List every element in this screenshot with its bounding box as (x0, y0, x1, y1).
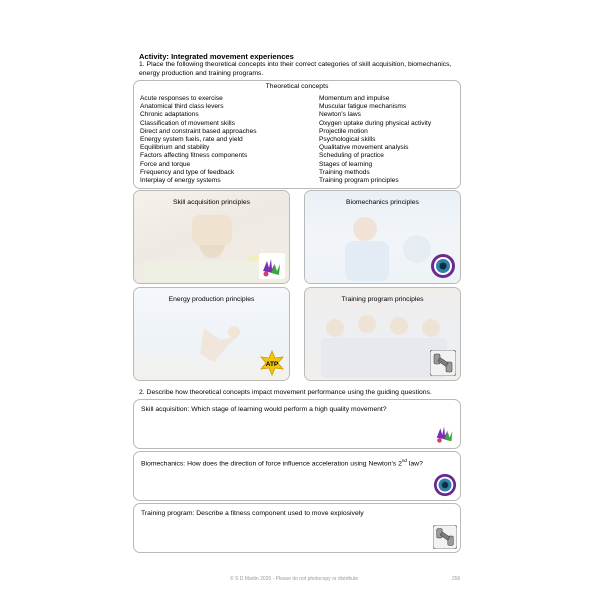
concept-item: Acute responses to exercise (140, 95, 223, 102)
skill-acquisition-question: Skill acquisition: Which stage of learning would perform a high quality movement? (141, 406, 387, 413)
biomechanics-answer-box[interactable] (133, 451, 461, 501)
dumbbell-icon (430, 350, 456, 376)
skill-acquisition-title: Skill acquisition principles (172, 199, 251, 206)
concept-item: Muscular fatigue mechanisms (319, 103, 407, 111)
concept-item: Factors affecting fitness components (140, 152, 248, 160)
eye-target-icon (430, 253, 456, 279)
concept-item: Psychological skills (319, 136, 376, 144)
concept-item: Projectile motion (319, 127, 368, 135)
dumbbell-icon (433, 525, 457, 549)
training-program-question: Training program: Describe a fitness component used to move explosively (141, 510, 364, 517)
question-2: 2. Describe how theoretical concepts impact movement performance using the guiding questions. (139, 389, 432, 396)
energy-production-title: Energy production principles (168, 296, 255, 303)
concept-item: Frequency and type of feedback (140, 168, 235, 176)
question-1: 1. Place the following theoretical concepts into their correct categories of skill acquisition, biomechanics, energy production and training programs. (139, 61, 452, 77)
activity-heading: Activity: Integrated movement experiences (139, 52, 294, 61)
concept-item: Force and torque (140, 160, 191, 168)
concept-item: Training methods (319, 168, 370, 176)
concept-item: Momentum and impulse (319, 95, 390, 102)
atp-label: ATP (265, 361, 279, 368)
biomechanics-question (141, 458, 423, 467)
concept-item: Direct and constraint based approaches (140, 127, 257, 135)
concept-item: Scheduling of practice (319, 152, 384, 160)
concept-item: Interplay of energy systems (140, 177, 221, 185)
concept-item: Newton's laws (319, 111, 361, 119)
eye-target-icon (433, 473, 457, 497)
atp-star-icon (259, 350, 285, 376)
hands-icon (259, 253, 285, 279)
concept-item: Chronic adaptations (140, 111, 199, 119)
concepts-title: Theoretical concepts (265, 83, 329, 90)
concept-item: Anatomical third class levers (140, 103, 224, 111)
hands-icon (433, 421, 457, 445)
ordinal-suffix: nd (401, 458, 407, 463)
page-number: 256 (452, 576, 461, 582)
concept-item: Equilibrium and stability (140, 144, 210, 152)
theoretical-concepts-box (133, 80, 461, 189)
biomechanics-title: Biomechanics principles (346, 199, 419, 206)
concept-item: Stages of learning (319, 160, 373, 168)
concept-item: Energy system fuels, rate and yield (140, 136, 243, 144)
concepts-left-column (140, 95, 257, 185)
concepts-right-column (319, 95, 431, 185)
skill-acquisition-box[interactable] (133, 190, 290, 284)
concept-item: Classification of movement skills (140, 119, 235, 127)
biomechanics-question-text: Biomechanics: How does the direction of force influence acceleration using Newton's 2 (141, 460, 402, 468)
concept-item: Training program principles (319, 177, 399, 185)
training-program-title: Training program principles (341, 296, 424, 303)
concept-item: Qualitative movement analysis (319, 144, 409, 152)
training-program-box[interactable] (304, 287, 461, 381)
energy-production-box[interactable] (133, 287, 290, 381)
training-program-answer-box[interactable] (133, 503, 461, 553)
skill-acquisition-answer-box[interactable] (133, 399, 461, 449)
biomechanics-box[interactable] (304, 190, 461, 284)
concept-item: Oxygen uptake during physical activity (319, 119, 432, 127)
copyright-footer: © S D Martin 2026 - Please do not photocopy or distribute (230, 576, 359, 582)
biomechanics-question-end: law? (406, 460, 423, 468)
